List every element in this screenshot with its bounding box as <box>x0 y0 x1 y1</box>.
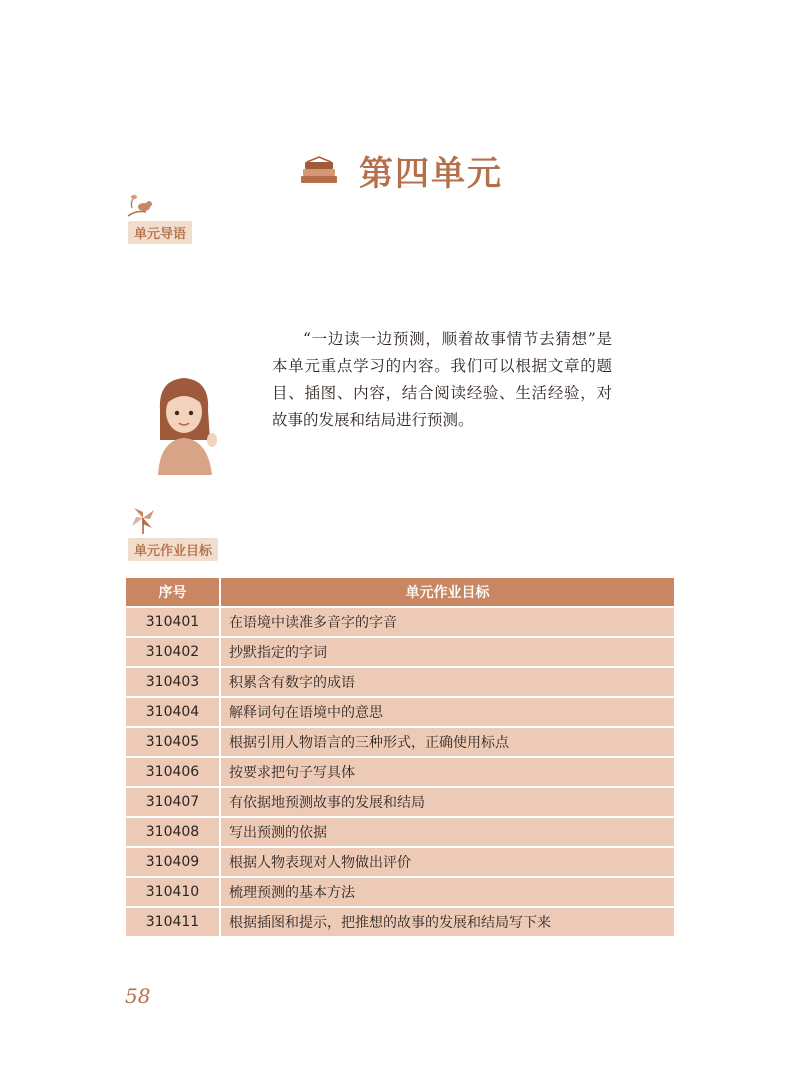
books-icon <box>297 156 341 186</box>
section-label-intro: 单元导语 <box>128 221 192 244</box>
table-row <box>126 696 674 726</box>
girl-illustration <box>150 370 220 475</box>
goal-text: 积累含有数字的成语 <box>221 666 674 696</box>
page-number: 58 <box>125 984 151 1008</box>
goal-code: 310406 <box>126 756 221 786</box>
goal-text: 有依据地预测故事的发展和结局 <box>221 786 674 816</box>
column-header-code: 序号 <box>126 578 221 606</box>
unit-goals-table <box>126 578 674 936</box>
table-row <box>126 606 674 636</box>
goal-text: 根据引用人物语言的三种形式，正确使用标点 <box>221 726 674 756</box>
goal-text: 抄默指定的字词 <box>221 636 674 666</box>
goal-code: 310407 <box>126 786 221 816</box>
goal-code: 310403 <box>126 666 221 696</box>
goal-code: 310410 <box>126 876 221 906</box>
table-header-row <box>126 578 674 606</box>
pinwheel-icon <box>126 504 160 534</box>
table-row <box>126 726 674 756</box>
table-row <box>126 816 674 846</box>
bird-branch-icon <box>126 192 156 218</box>
goal-text: 根据人物表现对人物做出评价 <box>221 846 674 876</box>
intro-paragraph: “一边读一边预测，顺着故事情节去猜想”是本单元重点学习的内容。我们可以根据文章的题目、插图、内容，结合阅读经验、生活经验，对故事的发展和结局进行预测。 <box>272 329 612 429</box>
goal-text: 写出预测的依据 <box>221 816 674 846</box>
goal-text: 按要求把句子写具体 <box>221 756 674 786</box>
unit-title-block <box>0 146 800 195</box>
table-row <box>126 636 674 666</box>
section-label-goals: 单元作业目标 <box>128 538 218 561</box>
goal-code: 310404 <box>126 696 221 726</box>
table-row <box>126 906 674 936</box>
goal-text: 解释词句在语境中的意思 <box>221 696 674 726</box>
table-row <box>126 786 674 816</box>
goal-code: 310408 <box>126 816 221 846</box>
goal-text: 在语境中读准多音字的字音 <box>221 606 674 636</box>
table-row <box>126 876 674 906</box>
table-row <box>126 666 674 696</box>
goal-code: 310402 <box>126 636 221 666</box>
table-row <box>126 846 674 876</box>
goal-code: 310411 <box>126 906 221 936</box>
goal-text: 梳理预测的基本方法 <box>221 876 674 906</box>
table-row <box>126 756 674 786</box>
goal-text: 根据插图和提示，把推想的故事的发展和结局写下来 <box>221 906 674 936</box>
goal-code: 310405 <box>126 726 221 756</box>
goal-code: 310409 <box>126 846 221 876</box>
column-header-goal: 单元作业目标 <box>221 578 674 606</box>
page-title: 第四单元 <box>359 154 503 194</box>
goal-code: 310401 <box>126 606 221 636</box>
